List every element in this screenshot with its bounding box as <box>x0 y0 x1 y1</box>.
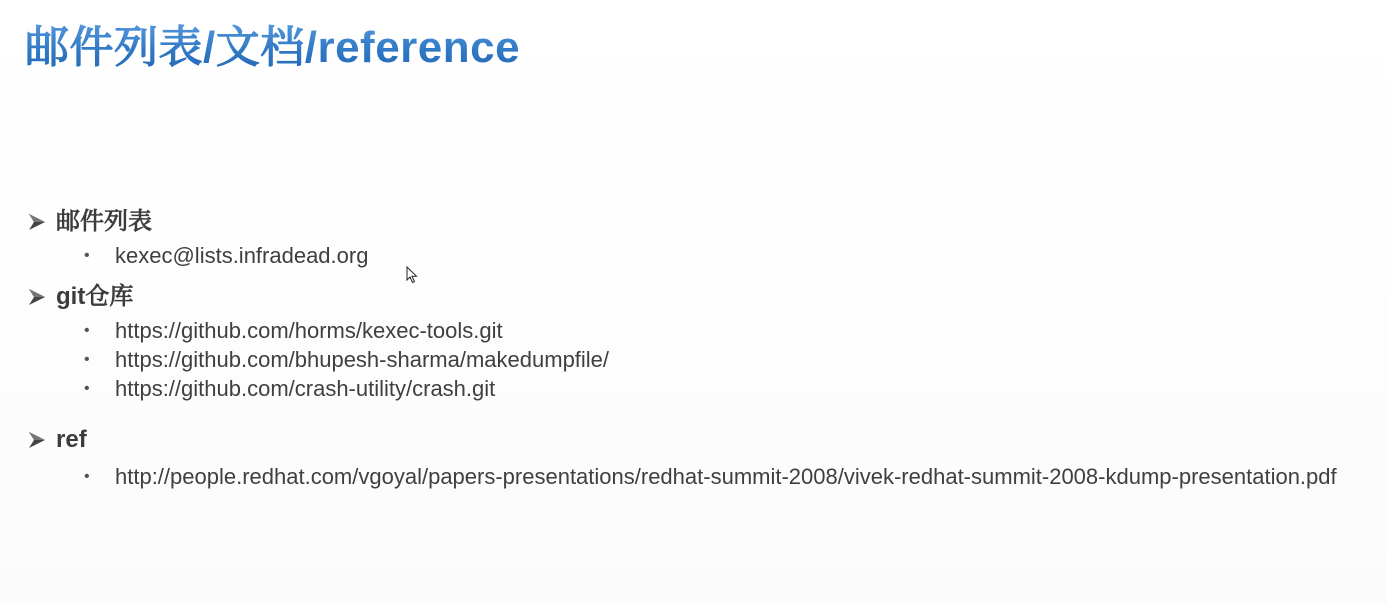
section-header <box>26 422 1366 458</box>
bullet-icon: • <box>84 468 90 485</box>
section-git-repos <box>26 279 1366 402</box>
section-label-git-repos: git仓库 <box>56 283 134 310</box>
section-label-ref: ref <box>56 426 87 453</box>
list-item <box>26 376 1366 402</box>
section-label-mailing-list: 邮件列表 <box>56 208 152 235</box>
slide-content <box>26 204 1366 493</box>
arrow-bullet-icon <box>26 286 48 308</box>
section-header <box>26 204 1366 240</box>
bullet-icon: • <box>84 322 90 339</box>
slide-title: 邮件列表/文档/reference <box>25 18 520 78</box>
arrow-bullet-icon <box>26 211 48 233</box>
section-mailing-list <box>26 204 1366 269</box>
mouse-cursor-icon <box>406 266 418 284</box>
repo-link-makedumpfile[interactable]: https://github.com/bhupesh-sharma/makedumpfile/ <box>115 347 610 372</box>
bullet-icon: • <box>84 380 90 397</box>
bullet-icon: • <box>84 351 90 368</box>
ref-items <box>26 464 1366 490</box>
git-repo-items <box>26 318 1366 402</box>
list-item <box>26 347 1366 373</box>
mailing-list-address[interactable]: kexec@lists.infradead.org <box>115 243 369 268</box>
repo-link-crash[interactable]: https://github.com/crash-utility/crash.git <box>115 376 496 401</box>
ref-link-kdump-presentation[interactable]: http://people.redhat.com/vgoyal/papers-presentations/redhat-summit-2008/vivek-redhat-summit-2008-kdump-presentation.pdf <box>115 464 1337 489</box>
list-item <box>26 243 1366 269</box>
section-ref <box>26 422 1366 490</box>
list-item <box>26 464 1366 490</box>
arrow-bullet-icon <box>26 429 48 451</box>
list-item <box>26 318 1366 344</box>
mailing-list-items <box>26 243 1366 269</box>
bullet-icon: • <box>84 247 90 264</box>
section-header <box>26 279 1366 315</box>
repo-link-kexec-tools[interactable]: https://github.com/horms/kexec-tools.git <box>115 318 503 343</box>
